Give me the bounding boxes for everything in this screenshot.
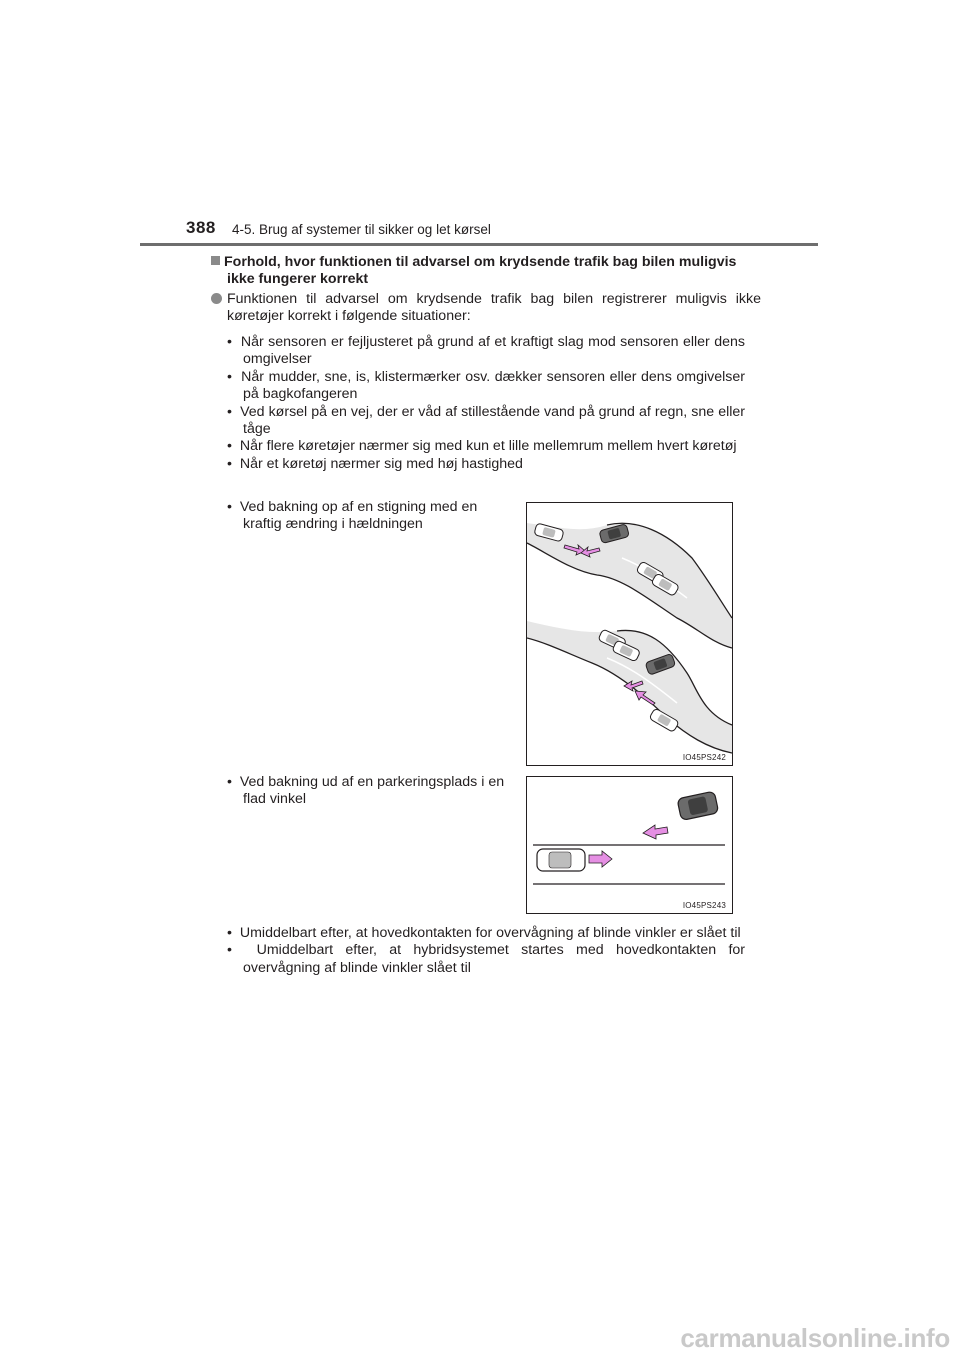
list-item: • Umiddelbart efter, at hybridsystemet startes med hovedkontakten for overvågning af blinde vinkler slået til bbox=[227, 942, 745, 976]
own-car-icon bbox=[537, 849, 585, 871]
figure-label: IO45PS243 bbox=[682, 901, 726, 910]
watermark: carmanualsonline.info bbox=[680, 1323, 950, 1353]
list-item: • Når et køretøj nærmer sig med høj hastighed bbox=[227, 455, 523, 472]
parking-reversing-figure bbox=[526, 776, 733, 914]
page-number: 388 bbox=[186, 218, 216, 237]
list-item: • Når sensoren er fejljusteret på grund af et kraftigt slag mod sensoren eller dens omgivelser bbox=[227, 334, 745, 368]
circle-bullet-icon bbox=[211, 293, 222, 304]
condition-list-continued bbox=[227, 925, 745, 977]
list-item: • Når mudder, sne, is, klistermærker osv. dækker sensoren eller dens omgivelser på bagkofangeren bbox=[227, 368, 745, 403]
figure1-caption: • Ved bakning op af en stigning med en kraftig ændring i hældningen bbox=[227, 499, 478, 533]
parking-illustration bbox=[527, 777, 732, 913]
slope-reversing-figure bbox=[526, 502, 733, 766]
header-divider bbox=[140, 243, 818, 246]
arrow-icon bbox=[643, 825, 668, 839]
subsection-heading: Forhold, hvor funktionen til advarsel om krydsende trafik bag bilen muligvis ikke fungerer korrekt bbox=[211, 254, 761, 289]
list-item: • Når flere køretøjer nærmer sig med kun et lille mellemrum mellem hvert køretøj bbox=[227, 438, 737, 455]
figure2-caption: • Ved bakning ud af en parkeringsplads i en flad vinkel bbox=[227, 774, 505, 808]
square-bullet-icon bbox=[211, 256, 220, 265]
condition-list bbox=[227, 334, 745, 473]
list-item: • Umiddelbart efter, at hovedkontakten for overvågning af blinde vinkler er slået til bbox=[227, 925, 741, 941]
intro-paragraph: Funktionen til advarsel om krydsende trafik bag bilen registrerer muligvis ikke køretøjer korrekt i følgende situationer: bbox=[211, 291, 761, 326]
list-item: • Ved kørsel på en vej, der er våd af stillestående vand på grund af regn, sne eller tåge bbox=[227, 403, 745, 438]
section-title: 4-5. Brug af systemer til sikker og let kørsel bbox=[232, 222, 491, 237]
figure-label: IO45PS242 bbox=[682, 753, 726, 762]
arrow-icon bbox=[589, 851, 612, 867]
car-icon bbox=[677, 791, 719, 820]
slope-illustration bbox=[527, 503, 732, 765]
